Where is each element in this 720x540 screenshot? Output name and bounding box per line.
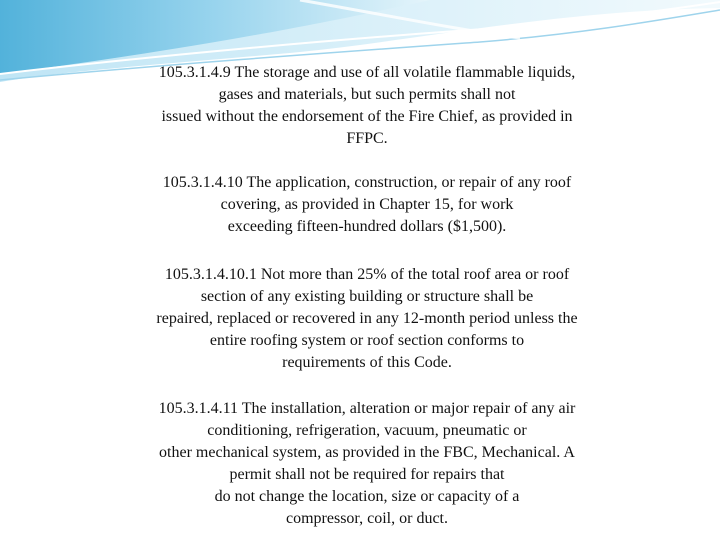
text-line: FFPC. xyxy=(346,130,388,147)
text-line: gases and materials, but such permits shall not xyxy=(218,86,516,103)
text-line: other mechanical system, as provided in the FBC, Mechanical. A xyxy=(159,444,575,461)
text-line: entire roofing system or roof section conforms to xyxy=(209,332,525,349)
text-line: The application, construction, or repair of any roof xyxy=(242,174,572,191)
text-line: repaired, replaced or recovered in any 12-month period unless the xyxy=(156,310,578,327)
text-line: The storage and use of all volatile flammable liquids, xyxy=(230,64,576,81)
text-line: requirements of this Code. xyxy=(282,354,452,371)
section-105-3-1-4-10-1 xyxy=(96,264,638,374)
text-line: Not more than 25% of the total roof area or roof xyxy=(256,266,570,283)
section-code: 105.3.1.4.9 xyxy=(158,64,231,81)
section-105-3-1-4-9 xyxy=(96,62,638,150)
text-line: do not change the location, size or capacity of a xyxy=(214,488,520,505)
text-line: permit shall not be required for repairs that xyxy=(229,466,505,483)
section-code: 105.3.1.4.11 xyxy=(158,400,239,417)
text-line: exceeding fifteen-hundred dollars ($1,500). xyxy=(227,218,507,235)
text-line: conditioning, refrigeration, vacuum, pneumatic or xyxy=(207,422,527,439)
text-line: section of any existing building or structure shall be xyxy=(200,288,534,305)
section-105-3-1-4-10 xyxy=(96,172,638,238)
text-line: compressor, coil, or duct. xyxy=(286,510,448,527)
section-code: 105.3.1.4.10 xyxy=(162,174,243,191)
text-line: The installation, alteration or major repair of any air xyxy=(238,400,576,417)
text-line: covering, as provided in Chapter 15, for work xyxy=(220,196,514,213)
text-line: issued without the endorsement of the Fire Chief, as provided in xyxy=(161,108,573,125)
section-105-3-1-4-11 xyxy=(96,398,638,530)
section-code: 105.3.1.4.10.1 xyxy=(164,266,257,283)
